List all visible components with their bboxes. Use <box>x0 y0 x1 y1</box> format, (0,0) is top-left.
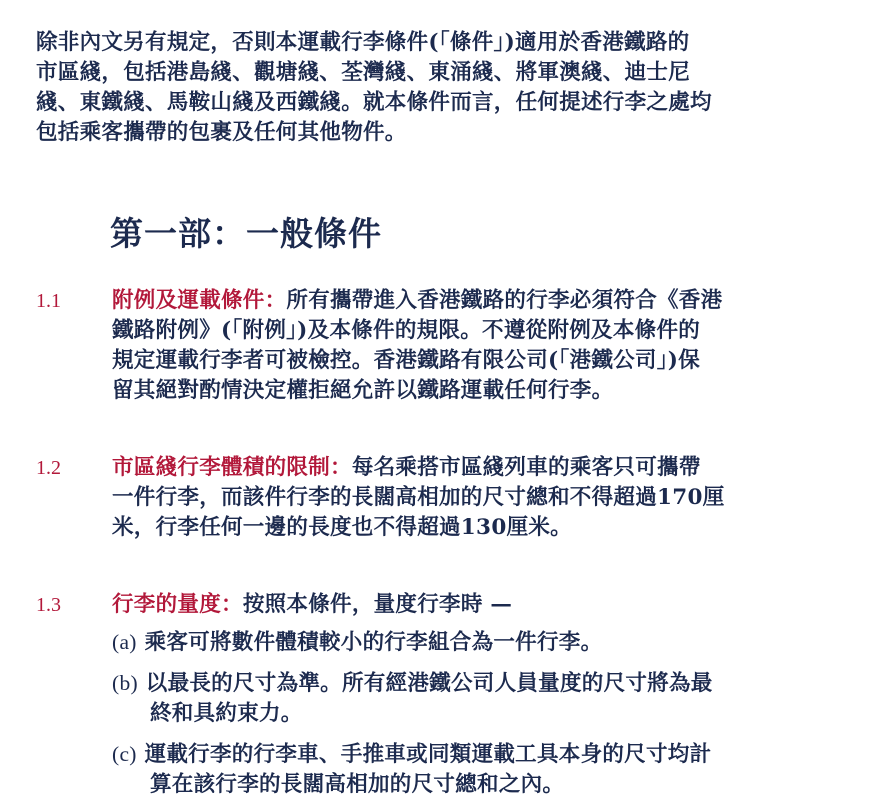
clause-number: 1.2 <box>36 457 61 479</box>
sub-item-marker: (b) <box>112 671 138 695</box>
part-title: 第一部：一般條件 <box>110 214 382 253</box>
clause-heading: 市區綫行李體積的限制： <box>112 455 352 480</box>
clause-body <box>112 590 832 620</box>
clause-line: 按照本條件，量度行李時 — <box>242 592 513 617</box>
clause-line: 每名乘搭市區綫列車的乘客只可攜帶 <box>351 455 701 480</box>
sub-item-marker: (a) <box>112 630 137 654</box>
sub-item-line: 算在該行李的長闊高相加的尺寸總和之內。 <box>150 772 565 797</box>
clause-line: 留其絕對酌情決定權拒絕允許以鐵路運載任何行李。 <box>112 378 614 403</box>
sub-item-line: 以最長的尺寸為準。所有經港鐵公司人員量度的尺寸將為最 <box>145 671 713 696</box>
intro-line: 綫、東鐵綫、馬鞍山綫及西鐵綫。就本條件而言，任何提述行李之處均 <box>36 90 712 115</box>
sub-item-b <box>112 668 832 729</box>
sub-item-a <box>112 627 832 658</box>
intro-paragraph <box>36 28 836 148</box>
intro-line: 除非內文另有規定，否則本運載行李條件(「條件」)適用於香港鐵路的 <box>36 30 690 55</box>
clause-line: 米，行李任何一邊的長度也不得超過130厘米。 <box>112 515 572 540</box>
clause-heading: 行李的量度： <box>112 592 243 617</box>
clause-body <box>112 453 832 543</box>
sub-item-line: 乘客可將數件體積較小的行李組合為一件行李。 <box>144 630 603 655</box>
clause-number: 1.3 <box>36 594 61 616</box>
clause-line: 鐵路附例》(「附例」)及本條件的規限。不遵從附例及本條件的 <box>112 318 701 343</box>
clause-line: 一件行李，而該件行李的長闊高相加的尺寸總和不得超過170厘 <box>112 485 725 510</box>
sub-item-line: 運載行李的行李車、手推車或同類運載工具本身的尺寸均計 <box>144 742 712 767</box>
intro-line: 市區綫，包括港島綫、觀塘綫、荃灣綫、東涌綫、將軍澳綫、迪士尼 <box>36 60 691 85</box>
sub-item-c <box>112 739 832 800</box>
intro-line: 包括乘客攜帶的包裹及任何其他物件。 <box>36 120 407 145</box>
clause-line: 所有攜帶進入香港鐵路的行李必須符合《香港 <box>286 288 723 313</box>
clause-number: 1.1 <box>36 290 61 312</box>
sub-item-line: 終和具約束力。 <box>150 701 303 726</box>
clause-line: 規定運載行李者可被檢控。香港鐵路有限公司(「港鐵公司」)保 <box>112 348 701 373</box>
clause-heading: 附例及運載條件： <box>112 288 287 313</box>
sub-item-marker: (c) <box>112 742 137 766</box>
clause-body <box>112 286 832 406</box>
